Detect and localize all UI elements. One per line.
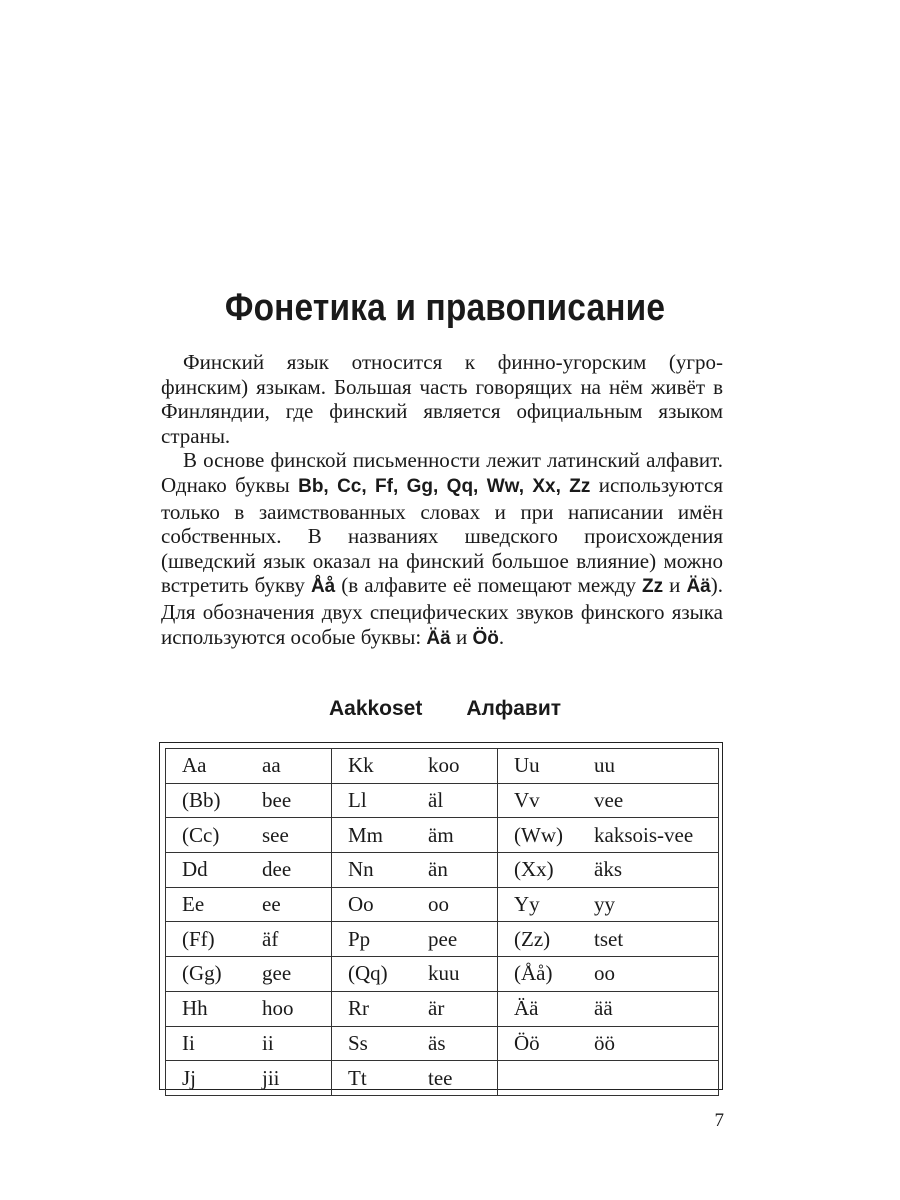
alphabet-cell [166,783,332,818]
letter: Ää [514,996,539,1021]
text-run: В основе финской письменности лежит латинский алфавит. Однако буквы [161,448,723,497]
letter-a-umlaut: Ää [686,576,711,598]
letter-name: oo [428,892,449,917]
letter: Dd [182,857,208,882]
letter: Öö [514,1030,540,1055]
text-run: ). Для обозначения двух специфических звуков финского языка используются особые буквы: [161,573,723,649]
alphabet-cell [498,991,719,1026]
alphabet-cell [498,1026,719,1061]
alphabet-cell [166,957,332,992]
letter-name: dee [262,857,292,882]
letter-name: pee [428,926,458,951]
letter-name: äl [428,788,444,813]
alphabet-cell [166,991,332,1026]
letter-name: oo [594,961,615,986]
text-run: используются только в заимствованных словах и при написании имён собственных. В названиях шведского происхождения (шведский язык оказал на финский большое влияние) можно встретить букву [161,472,723,598]
letter-o-umlaut: Öö [472,627,499,649]
alphabet-cell [498,922,719,957]
letter-name: aa [262,753,281,778]
letter-name: kaksois-vee [594,822,694,847]
page-title: Фонетика и правописание [224,287,666,329]
alphabet-table [165,748,719,1096]
alphabet-cell [498,887,719,922]
alphabet-cell [332,749,498,784]
text-run: и [663,573,687,598]
caption-finnish: Aakkoset [328,697,423,720]
table-row [166,749,719,784]
caption-russian: Алфавит [466,697,562,720]
letter: Yy [514,892,540,917]
letter-name: bee [262,788,292,813]
letter: Ee [182,892,205,917]
borrowed-letters: Bb, Cc, Ff, Gg, Qq, Ww, Xx, Zz [298,475,591,497]
letter-a-umlaut: Ää [426,627,451,649]
alphabet-cell [332,853,498,888]
letter-name: vee [594,788,624,813]
alphabet-cell [332,818,498,853]
letter-name: ii [262,1030,274,1055]
letter-zz: Zz [642,576,664,598]
page-number: 7 [714,1110,724,1131]
alphabet-cell [332,991,498,1026]
letter: (Qq) [348,961,388,986]
alphabet-cell [166,749,332,784]
letter-name: äks [594,857,622,882]
alphabet-cell [166,1061,332,1096]
letter: Ss [348,1030,368,1055]
letter-name: ee [262,892,281,917]
letter: Tt [348,1065,367,1090]
alphabet-cell [498,749,719,784]
letter-name: öö [594,1030,615,1055]
alphabet-cell [498,853,719,888]
paragraph-1: Финский язык относится к финно-угорским (угро-финским) языкам. Большая часть говорящих на нём живёт в Финляндии, где финский является официальным языком страны. [161,350,723,448]
letter-a-ring: Åå [310,576,336,598]
letter-name: äf [262,926,279,951]
letter-name: uu [594,753,615,778]
alphabet-cell [166,853,332,888]
letter: Oo [348,892,374,917]
alphabet-cell [332,1026,498,1061]
letter: Rr [348,996,369,1021]
letter: (Zz) [514,926,551,951]
letter-name: ää [594,996,613,1021]
letter: Pp [348,926,371,951]
letter: (Åå) [514,961,553,986]
letter-name: see [262,822,289,847]
table-row [166,991,719,1026]
letter-name: än [428,857,448,882]
paragraph-2 [161,448,723,651]
alphabet-cell [332,887,498,922]
letter: Mm [348,822,384,847]
text-run: (в алфавите её помещают между [335,573,642,598]
letter: (Gg) [182,961,222,986]
alphabet-cell [332,957,498,992]
table-row [166,957,719,992]
letter-name: jii [262,1065,280,1090]
table-row [166,783,719,818]
letter: Uu [514,753,540,778]
alphabet-cell [332,922,498,957]
alphabet-cell [332,1061,498,1096]
alphabet-cell [498,783,719,818]
letter: (Xx) [514,857,554,882]
letter-name: tset [594,926,624,951]
text-run: . [498,624,505,649]
letter-name: kuu [428,961,460,986]
table-row [166,1061,719,1096]
letter-name: tee [428,1065,453,1090]
alphabet-cell [166,887,332,922]
letter: Jj [182,1065,197,1090]
table-row [166,853,719,888]
alphabet-cell [498,818,719,853]
letter-name: gee [262,961,292,986]
table-row [166,1026,719,1061]
letter-name: koo [428,753,460,778]
letter-name: äm [428,822,454,847]
body-text [161,350,723,651]
alphabet-cell [332,783,498,818]
table-caption [0,697,890,721]
letter: Aa [182,753,207,778]
table-row [166,922,719,957]
letter-name: är [428,996,445,1021]
alphabet-cell [498,1061,719,1096]
table-row [166,887,719,922]
letter: (Ww) [514,822,563,847]
letter-name: hoo [262,996,294,1021]
text-run: и [450,624,473,649]
letter: Nn [348,857,374,882]
letter-name: äs [428,1030,446,1055]
letter: (Ff) [182,926,215,951]
letter: Vv [514,788,540,813]
letter: Ii [182,1030,195,1055]
letter: Kk [348,753,374,778]
alphabet-cell [498,957,719,992]
letter: Hh [182,996,208,1021]
letter-name: yy [594,892,615,917]
alphabet-cell [166,922,332,957]
alphabet-cell [166,818,332,853]
letter: (Bb) [182,788,221,813]
alphabet-cell [166,1026,332,1061]
letter: Ll [348,788,367,813]
letter: (Cc) [182,822,220,847]
table-row [166,818,719,853]
